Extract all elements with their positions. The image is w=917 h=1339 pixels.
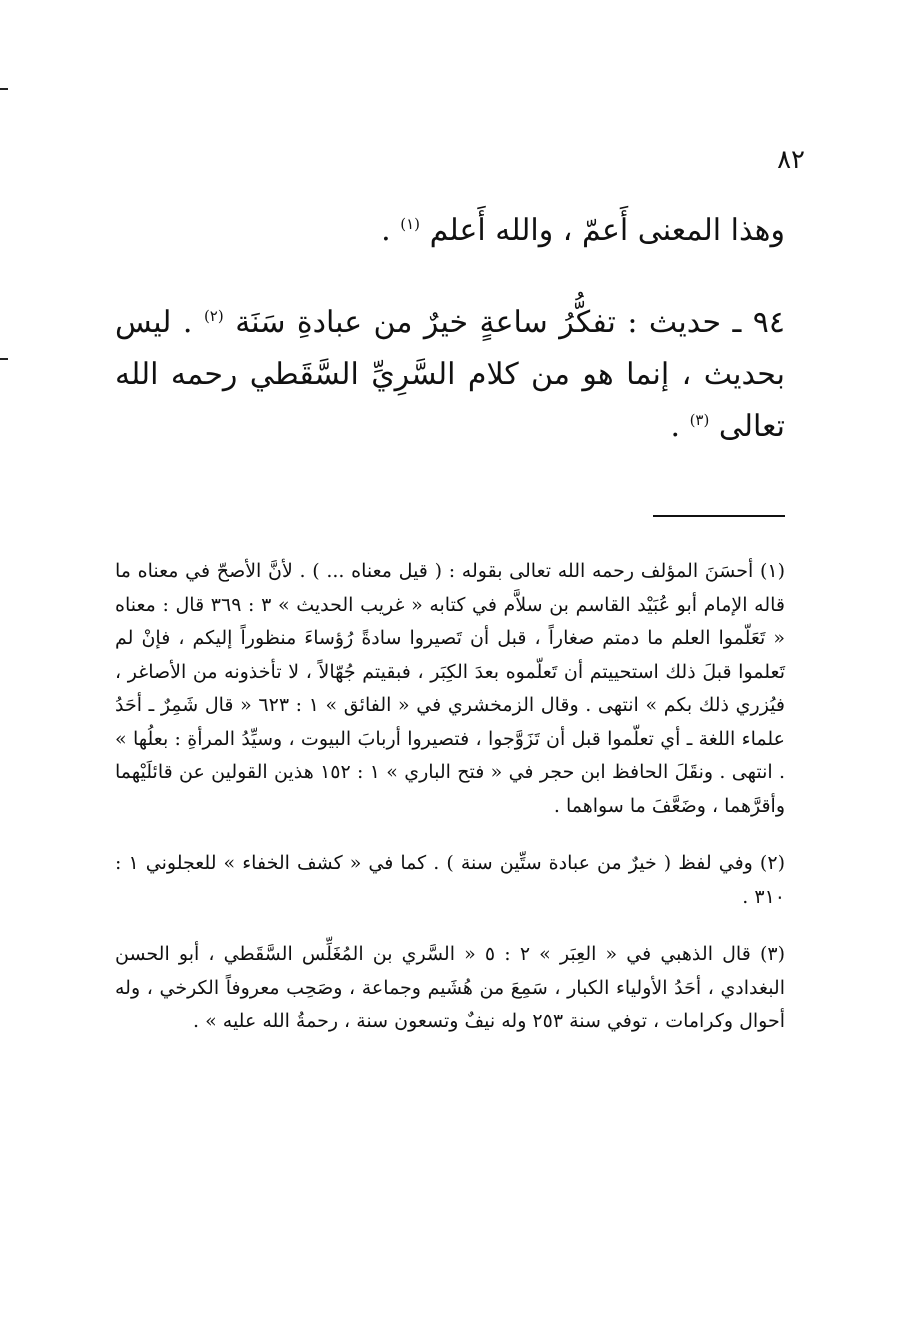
hadith-comment-end: .: [670, 409, 681, 444]
footnote-number: (٢): [759, 852, 785, 874]
footnote-separator: [653, 515, 785, 517]
footnote-ref: (٢): [203, 307, 224, 325]
hadith-comment: ليس بحديث ، إنما هو من كلام السَّرِيِّ السَّقَطي رحمه الله تعالى: [115, 305, 785, 444]
footnote-number: (١): [759, 560, 785, 582]
footnote-ref: (٣): [689, 411, 710, 429]
hadith-text: ٩٤ ـ حديث : تفكُّرُ ساعةٍ خيرٌ من عبادةِ سَنَة: [235, 305, 785, 340]
main-text: [115, 205, 785, 453]
footnote: [115, 938, 785, 1039]
footnote: [115, 847, 785, 914]
footnote-text: قال الذهبي في « العِبَر » ٢ : ٥ « السَّري بن المُغَلِّس السَّقَطي ، أبو الحسن البغدادي ، أحَدُ الأولياء الكبار ، سَمِعَ من هُشَيم وجماعة ، وصَحِب معروفاً الكرخي ، وله أحوال وكرامات ، توفي سنة ٢٥٣ وله نيفٌ وتسعون سنة ، رحمةُ الله عليه » .: [115, 943, 785, 1032]
footnote-number: (٣): [759, 943, 785, 965]
scan-edge-mark: [0, 88, 8, 90]
page-number: ٨٢: [777, 145, 805, 175]
hadith-entry: [115, 297, 785, 453]
scan-edge-mark: [0, 358, 8, 360]
main-line: وهذا المعنى أَعمّ ، والله أَعلم: [429, 213, 785, 248]
hadith-end: .: [182, 305, 193, 340]
main-paragraph: [115, 205, 785, 257]
footnote-ref: (١): [400, 215, 421, 233]
footnotes: [115, 555, 785, 1063]
footnote-text: وفي لفظ ( خيرٌ من عبادة ستِّين سنة ) . كما في « كشف الخفاء » للعجلوني ١ : ٣١٠ .: [115, 852, 785, 908]
main-line-end: .: [381, 213, 391, 248]
footnote-text: أحسَنَ المؤلف رحمه الله تعالى بقوله : ( قيل معناه ... ) . لأنَّ الأصحّ في معناه ما قاله الإمام أبو عُبَيْد القاسم بن سلاَّم في كتابه « غريب الحديث » ٣ : ٣٦٩ قال : معناه « تَعَلّموا العلم ما دمتم صغاراً ، قبل أن تَصيروا سادةً رُؤساءَ منظوراً إليكم ، فإنْ لم تَعلموا قبلَ ذلك استحييتم أن تَعلّموه بعدَ الكِبَر ، فبقيتم جُهّالاً ، لا تأخذونه من الأصاغر ، فيُزري ذلك بكم » انتهى . وقال الزمخشري في « الفائق » ١ : ٦٢٣ « قال شَمِرٌ ـ أحَدُ علماء اللغة ـ أي تعلّموا قبل أن تَزَوَّجوا ، فتصيروا أربابَ البيوت ، وسيِّدُ المرأةِ : بعلُها » . انتهى . ونقَلَ الحافظ ابن حجر في « فتح الباري » ١ : ١٥٢ هذين القولين عن قائلَيْهما وأقرَّهما ، وضَعَّفَ ما سواهما .: [115, 560, 785, 817]
footnote: [115, 555, 785, 823]
